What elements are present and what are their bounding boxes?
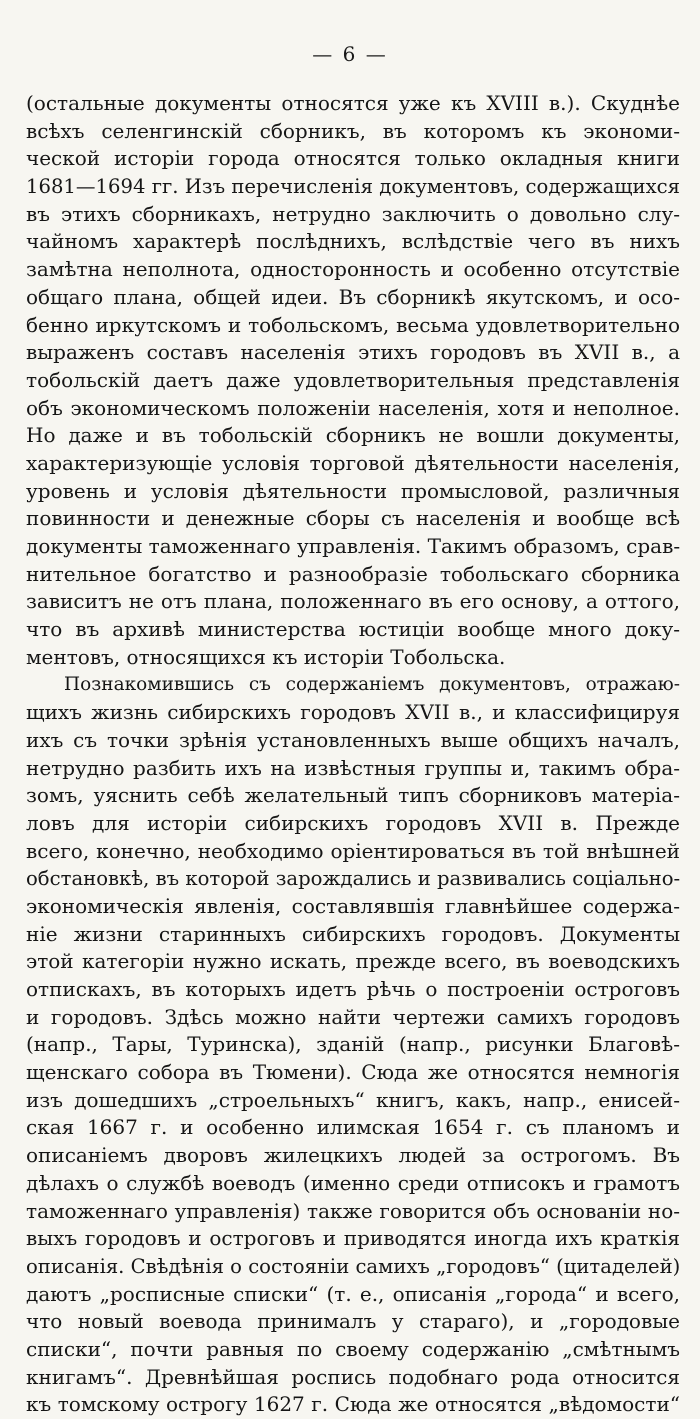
text-line: что въ архивѣ министерства юстиціи вообще много доку- (26, 617, 680, 642)
text-line: ская 1667 г. и особенно илимская 1654 г. съ планомъ и (26, 1115, 680, 1140)
text-line: бенно иркутскомъ и тобольскомъ, весьма удовлетворительно (26, 312, 680, 337)
text-line: и городовъ. Здѣсь можно найти чертежи самихъ городовъ (26, 1004, 680, 1029)
text-line: описаніемъ дворовъ жилецкихъ людей за острогомъ. Въ (26, 1143, 680, 1168)
text-line: даютъ „росписные списки“ (т. е., описанія „города“ и всего, (26, 1281, 680, 1306)
text-line: Но даже и въ тобольскій сборникъ не вошли документы, (26, 423, 680, 448)
text-line: (напр., Тары, Туринска), зданій (напр., рисунки Благовѣ- (26, 1032, 680, 1057)
text-line: выхъ городовъ и остроговъ и приводятся иногда ихъ краткія (26, 1226, 680, 1251)
body-text (26, 90, 680, 1419)
text-line: книгамъ“. Древнѣйшая роспись подобнаго рода относится (26, 1364, 680, 1389)
text-line: зомъ, уяснить себѣ желательный типъ сборниковъ матеріа- (26, 783, 680, 808)
text-line: выраженъ составъ населенія этихъ городовъ въ XVII в., а (26, 340, 680, 365)
text-line: объ экономическомъ положеніи населенія, хотя и неполное. (26, 395, 680, 420)
paragraph (26, 90, 680, 671)
text-line: щихъ жизнь сибирскихъ городовъ XVII в., и классифицируя (26, 700, 680, 725)
text-line: замѣтна неполнота, односторонность и особенно отсутствіе (26, 257, 680, 282)
text-line: ментовъ, относящихся къ исторіи Тобольска. (26, 644, 506, 669)
text-line: ніе жизни старинныхъ сибирскихъ городовъ. Документы (26, 921, 680, 946)
text-line: дѣлахъ о службѣ воеводъ (именно среди отписокъ и грамотъ (26, 1170, 680, 1195)
text-line: щенскаго собора въ Тюмени). Сюда же относятся немногія (26, 1060, 680, 1085)
text-line: уровень и условія дѣятельности промысловой, различныя (26, 478, 680, 503)
text-line: ловъ для исторіи сибирскихъ городовъ XVII в. Прежде (26, 810, 680, 835)
text-line: ческой исторіи города относятся только окладныя книги (26, 146, 680, 171)
text-line: чайномъ характерѣ послѣднихъ, вслѣдствіе чего въ нихъ (26, 229, 680, 254)
text-line: изъ дошедшихъ „строельныхъ“ книгъ, какъ, напр., енисей- (26, 1087, 680, 1112)
text-line: ихъ съ точки зрѣнія установленныхъ выше общихъ началъ, (26, 727, 680, 752)
text-line: (остальные документы относятся уже къ XVIII в.). Скуднѣе (26, 91, 680, 115)
text-line: 1681—1694 гг. Изъ перечисленія документовъ, содержащихся (26, 175, 680, 199)
text-line: всего, конечно, необходимо оріентироваться въ той внѣшней (26, 838, 680, 863)
text-line: экономическія явленія, составлявшія главнѣйшее содержа- (26, 893, 680, 918)
text-line: нительное богатство и разнообразіе тобольскаго сборника (26, 561, 680, 586)
text-line: къ томскому острогу 1627 г. Сюда же относятся „вѣдомости“ (26, 1392, 680, 1417)
text-line: общаго плана, общей идеи. Въ сборникѣ якутскомъ, и осо- (26, 284, 680, 309)
text-line: характеризующіе условія торговой дѣятельности населенія, (26, 450, 680, 475)
text-line: отпискахъ, въ которыхъ идетъ рѣчь о построеніи остроговъ (26, 977, 680, 1001)
text-line: что новый воевода принималъ у стараго), и „городовые (26, 1309, 680, 1334)
text-line: въ этихъ сборникахъ, нетрудно заключить о довольно слу- (26, 201, 680, 226)
text-line: этой категоріи нужно искать, прежде всего, въ воеводскихъ (26, 949, 680, 974)
text-line: повинности и денежные сборы съ населенія и вообще всѣ (26, 506, 680, 531)
text-line: описанія. Свѣдѣнія о состояніи самихъ „городовъ“ (цитаделей) (26, 1254, 681, 1278)
text-line: списки“, почти равныя по своему содержанію „смѣтнымъ (26, 1336, 680, 1361)
paragraph (26, 671, 680, 1419)
text-line: зависитъ не отъ плана, положеннаго въ его основу, а оттого, (26, 589, 680, 614)
text-line: нетрудно разбить ихъ на извѣстныя группы и, такимъ обра- (26, 755, 680, 780)
page-number: — 6 — (312, 42, 388, 66)
text-line: документы таможеннаго управленія. Такимъ образомъ, срав- (26, 534, 681, 558)
text-line: тобольскій даетъ даже удовлетворительныя представленія (26, 367, 680, 392)
text-line: всѣхъ селенгинскій сборникъ, въ которомъ къ экономи- (26, 118, 680, 143)
text-line: таможеннаго управленія) также говорится объ основаніи но- (26, 1198, 680, 1223)
text-line: обстановкѣ, въ которой зарождались и развивались соціально- (26, 867, 681, 891)
text-line: Познакомившись съ содержаніемъ документовъ, отражаю- (64, 674, 680, 696)
